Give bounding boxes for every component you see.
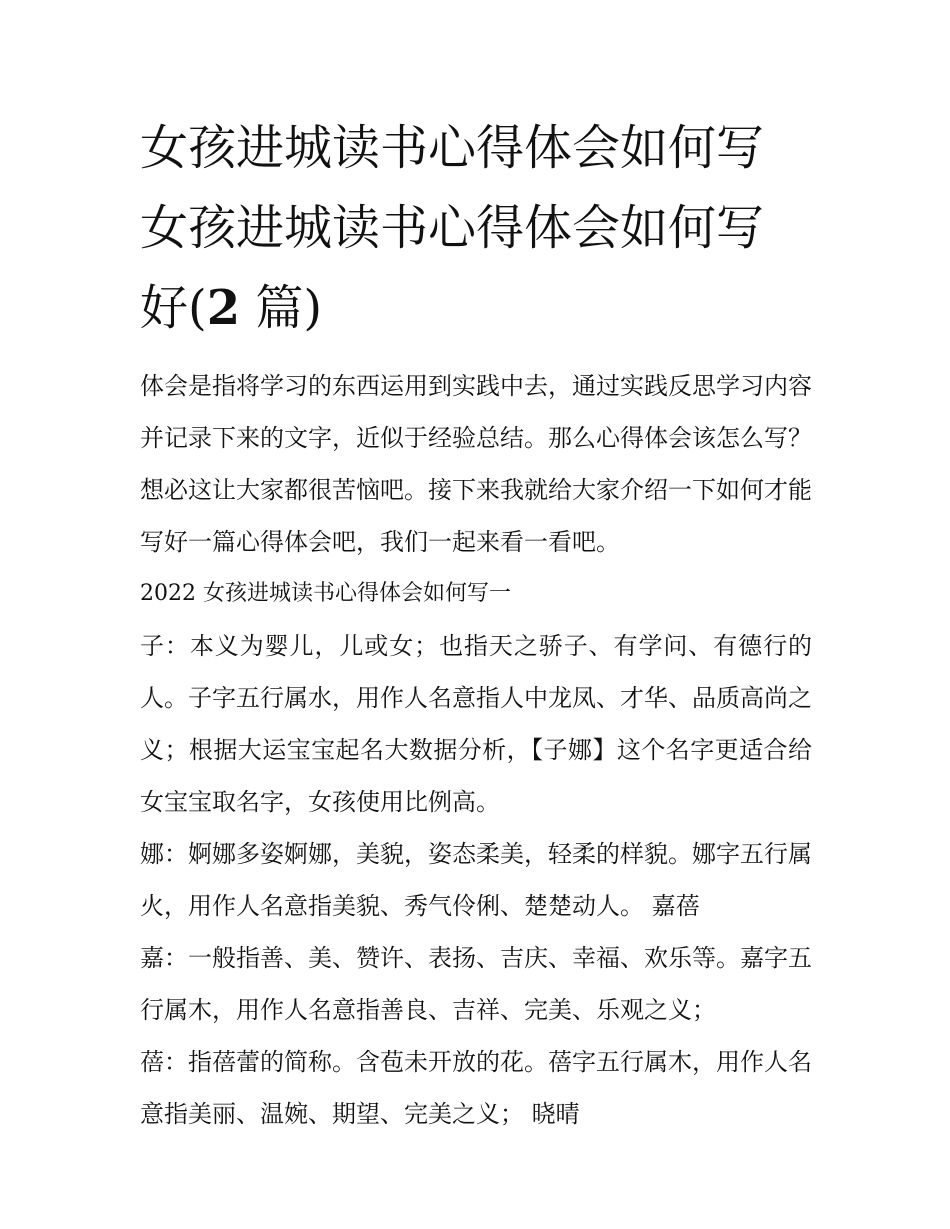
body-paragraph-na: 娜：婀娜多姿婀娜，美貌，姿态柔美，轻柔的样貌。娜字五行属火，用作人名意指美貌、秀气伶俐、楚楚动人。 嘉蓓	[140, 840, 812, 920]
title-line-3-suffix: 篇)	[240, 280, 323, 336]
document-page	[140, 108, 812, 1140]
intro-paragraph: 体会是指将学习的东西运用到实践中去，通过实践反思学习内容并记录下来的文字，近似于经验总结。那么心得体会该怎么写？想必这让大家都很苦恼吧。接下来我就给大家介绍一下如何才能写好一篇心得体会吧，我们一起来看一看吧。	[140, 372, 812, 556]
title-line-3-number: 2	[206, 280, 241, 336]
section-heading: 2022 女孩进城读书心得体会如何写一	[140, 581, 511, 606]
title-line-2: 女孩进城读书心得体会如何写	[140, 200, 765, 256]
body-paragraph-bei: 蓓：指蓓蕾的简称。含苞未开放的花。蓓字五行属木，用作人名意指美丽、温婉、期望、完美之义； 晓晴	[140, 1048, 812, 1128]
title-line-3-prefix: 好(	[140, 280, 207, 336]
body-paragraph-zi: 子：本义为婴儿，儿或女；也指天之骄子、有学问、有德行的人。子字五行属水，用作人名意指人中龙凤、才华、品质高尚之义；根据大运宝宝起名大数据分析，【子娜】这个名字更适合给女宝宝取名字，女孩使用比例高。	[140, 632, 812, 816]
title-line-1: 女孩进城读书心得体会如何写	[140, 120, 765, 176]
document-title	[140, 108, 812, 348]
body-paragraph-jia: 嘉：一般指善、美、赞许、表扬、吉庆、幸福、欢乐等。嘉字五行属木，用作人名意指善良、吉祥、完美、乐观之义；	[140, 944, 812, 1024]
